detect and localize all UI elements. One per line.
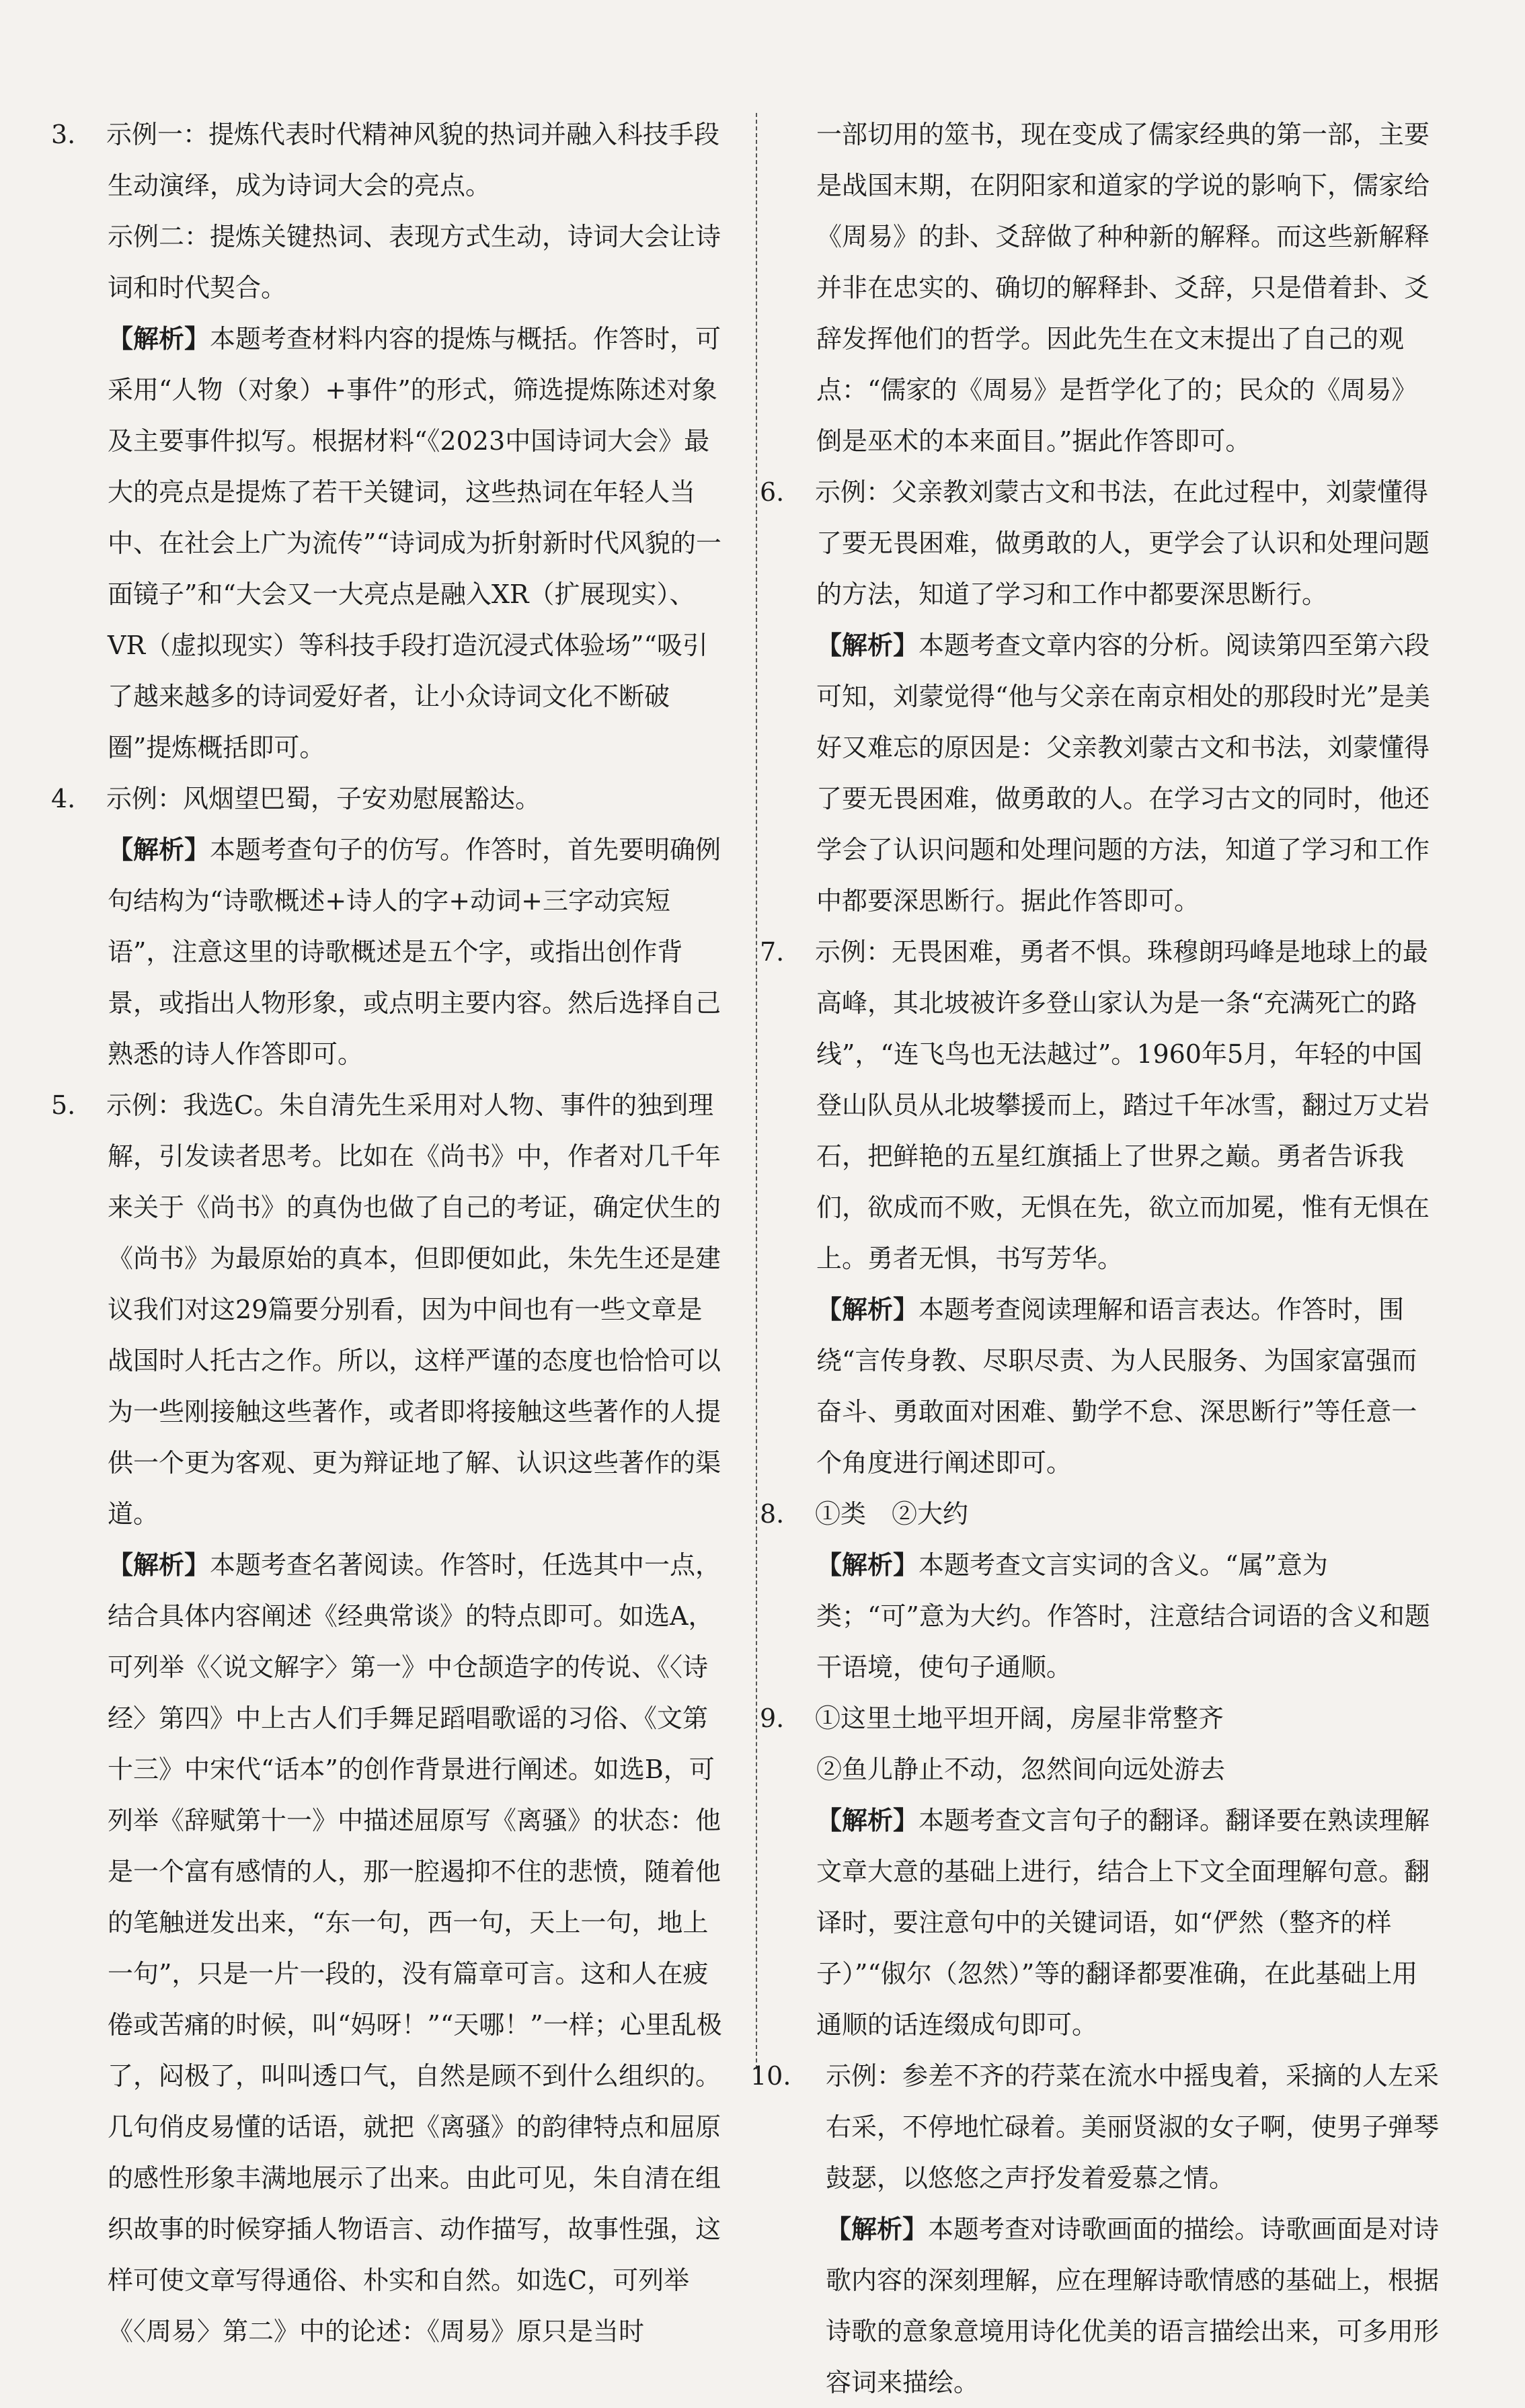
analysis-paragraph [79, 313, 726, 773]
analysis-text: 本题考查对诗歌画面的描绘。诗歌画面是对诗歌内容的深刻理解，应在理解诗歌情感的基础上，根据诗歌的意象意境用诗化优美的语言描绘出来，可多用形容词来描绘。 [826, 2214, 1440, 2397]
answer-text: ①类 ②大约 [815, 1499, 969, 1529]
question-7 [760, 926, 1442, 1488]
analysis-paragraph [788, 1795, 1442, 2050]
analysis-tag: 【解析】 [816, 1294, 919, 1324]
question-number: 3. [51, 120, 76, 149]
analysis-paragraph [79, 824, 726, 1080]
analysis-tag: 【解析】 [816, 630, 919, 660]
analysis-text: 本题考查阅读理解和语言表达。作答时，围绕“言传身教、尽职尽责、为人民服务、为国家富强而奋斗、勇敢面对困难、勤学不怠、深思断行”等任意一个角度进行阐述即可。 [816, 1295, 1417, 1478]
analysis-paragraph [788, 620, 1442, 926]
answer-text-2: ②鱼儿静止不动，忽然间向远处游去 [816, 1755, 1226, 1784]
analysis-text: 本题考查文章内容的分析。阅读第四至第六段可知，刘蒙觉得“他与父亲在南京相处的那段时光”是美好又难忘的原因是：父亲教刘蒙古文和书法，刘蒙懂得了要无畏困难，做勇敢的人。在学习古文的同时，他还学会了认识问题和处理问题的方法，知道了学习和工作中都要深思断行。据此作答即可。 [816, 631, 1430, 916]
question-number: 7. [760, 937, 785, 967]
answer-example-1: 示例一：提炼代表时代精神风貌的热词并融入科技手段生动演绎，成为诗词大会的亮点。 [106, 120, 720, 200]
answer-text: 示例：我选C。朱自清先生采用对人物、事件的独到理解，引发读者思考。比如在《尚书》中，作者对几千年来关于《尚书》的真伪也做了自己的考证，确定伏生的《尚书》为最原始的真本，但即便如此，朱先生还是建议我们对这29篇要分别看，因为中间也有一些文章是战国时人托古之作。所以，这样严谨的态度也恰恰可以为一些刚接触这些著作，或者即将接触这些著作的人提供一个更为客观、更为辩证地了解、认识这些著作的渠道。 [106, 1090, 721, 1529]
question-8 [760, 1488, 1442, 1693]
answer-example-2: 示例二：提炼关键热词、表现方式生动，诗词大会让诗词和时代契合。 [108, 222, 721, 303]
analysis-text: 本题考查名著阅读。作答时，任选其中一点，结合具体内容阐述《经典常谈》的特点即可。如选A，可列举《〈说文解字〉第一》中仓颉造字的传说、《〈诗经〉第四》中上古人们手舞足蹈唱歌谣的习俗、《文第十三》中宋代“话本”的创作背景进行阐述。如选B，可列举《辞赋第十一》中描述屈原写《离骚》的状态：他是一个富有感情的人，那一腔遏抑不住的悲愤，随着他的笔触迸发出来，“东一句，西一句，天上一句，地上一句”，只是一片一段的，没有篇章可言。这和人在疲倦或苦痛的时候，叫“妈呀！”“天哪！”一样；心里乱极了，闷极了，叫叫透口气，自然是顾不到什么组织的。几句俏皮易懂的话语，就把《离骚》的韵律特点和屈原的感性形象丰满地展示了出来。由此可见，朱自清在组织故事的时候穿插人物语言、动作描写，故事性强，这样可使文章写得通俗、朴实和自然。如选C，可列举《〈周易〉第二》中的论述：《周易》原只是当时 [108, 1550, 722, 2346]
answer-text-1: ①这里土地平坦开阔，房屋非常整齐 [815, 1703, 1224, 1733]
analysis-text: 本题考查文言实词的含义。“属”意为类；“可”意为大约。作答时，注意结合词语的含义和题干语境，使句子通顺。 [816, 1550, 1430, 1682]
answer-text: 示例：参差不齐的荇菜在流水中摇曳着，采摘的人左采右采，不停地忙碌着。美丽贤淑的女子啊，使男子弹琴鼓瑟，以悠悠之声抒发着爱慕之情。 [826, 2061, 1440, 2193]
analysis-paragraph [788, 1539, 1442, 1693]
question-number: 6. [760, 477, 785, 507]
analysis-paragraph [788, 2204, 1442, 2408]
analysis-tag: 【解析】 [108, 834, 210, 865]
column-divider [756, 113, 757, 2069]
analysis-tag: 【解析】 [816, 1550, 919, 1580]
question-number: 5. [51, 1090, 76, 1120]
answer-text: 示例：无畏困难，勇者不惧。珠穆朗玛峰是地球上的最高峰，其北坡被许多登山家认为是一条“充满死亡的路线”，“连飞鸟也无法越过”。1960年5月，年轻的中国登山队员从北坡攀援而上，踏过千年冰雪，翻过万丈岩石，把鲜艳的五星红旗插上了世界之巅。勇者告诉我们，欲成而不败，无惧在先，欲立而加冕，惟有无惧在上。勇者无惧，书写芳华。 [815, 937, 1430, 1273]
question-number: 9. [760, 1703, 785, 1733]
left-column [51, 109, 726, 2357]
analysis-text: 本题考查材料内容的提炼与概括。作答时，可采用“人物（对象）+事件”的形式，筛选提炼陈述对象及主要事件拟写。根据材料“《2023中国诗词大会》最大的亮点是提炼了若干关键词，这些热词在年轻人当中、在社会上广为流传”“诗词成为折射新时代风貌的一面镜子”和“大会又一大亮点是融入XR（扩展现实）、VR（虚拟现实）等科技手段打造沉浸式体验场”“吸引了越来越多的诗词爱好者，让小众诗词文化不断破圈”提炼概括即可。 [108, 324, 721, 762]
analysis-tag: 【解析】 [108, 323, 210, 354]
question-5 [51, 1080, 726, 2357]
question-10 [750, 2050, 1442, 2408]
analysis-tag: 【解析】 [108, 1550, 210, 1580]
question-9 [760, 1693, 1442, 2050]
question-6 [760, 467, 1442, 926]
question-3 [51, 109, 726, 773]
question-number: 4. [51, 784, 76, 813]
question-number: 10. [750, 2061, 791, 2091]
answer-text: 示例：风烟望巴蜀，子安劝慰展豁达。 [106, 784, 541, 813]
question-number: 8. [760, 1499, 785, 1529]
analysis-paragraph [79, 1539, 726, 2357]
question-4 [51, 773, 726, 1080]
analysis-paragraph [788, 1284, 1442, 1488]
right-column [750, 109, 1442, 2408]
analysis-tag: 【解析】 [816, 1805, 919, 1835]
answer-text: 示例：父亲教刘蒙古文和书法，在此过程中，刘蒙懂得了要无畏困难，做勇敢的人，更学会了认识和处理问题的方法，知道了学习和工作中都要深思断行。 [815, 477, 1430, 609]
question-5-continued: 一部切用的筮书，现在变成了儒家经典的第一部，主要是战国末期，在阴阳家和道家的学说的影响下，儒家给《周易》的卦、爻辞做了种种新的解释。而这些新解释并非在忠实的、确切的解释卦、爻辞，只是借着卦、爻辞发挥他们的哲学。因此先生在文末提出了自己的观点：“儒家的《周易》是哲学化了的；民众的《周易》倒是巫术的本来面目。”据此作答即可。 [816, 120, 1430, 456]
analysis-tag: 【解析】 [826, 2214, 929, 2244]
analysis-text: 本题考查文言句子的翻译。翻译要在熟读理解文章大意的基础上进行，结合上下文全面理解句意。翻译时，要注意句中的关键词语，如“俨然（整齐的样子）”“俶尔（忽然）”等的翻译都要准确，在此基础上用通顺的话连缀成句即可。 [816, 1806, 1430, 2040]
analysis-text: 本题考查句子的仿写。作答时，首先要明确例句结构为“诗歌概述+诗人的字+动词+三字动宾短语”，注意这里的诗歌概述是五个字，或指出创作背景，或指出人物形象，或点明主要内容。然后选择自己熟悉的诗人作答即可。 [108, 835, 721, 1069]
